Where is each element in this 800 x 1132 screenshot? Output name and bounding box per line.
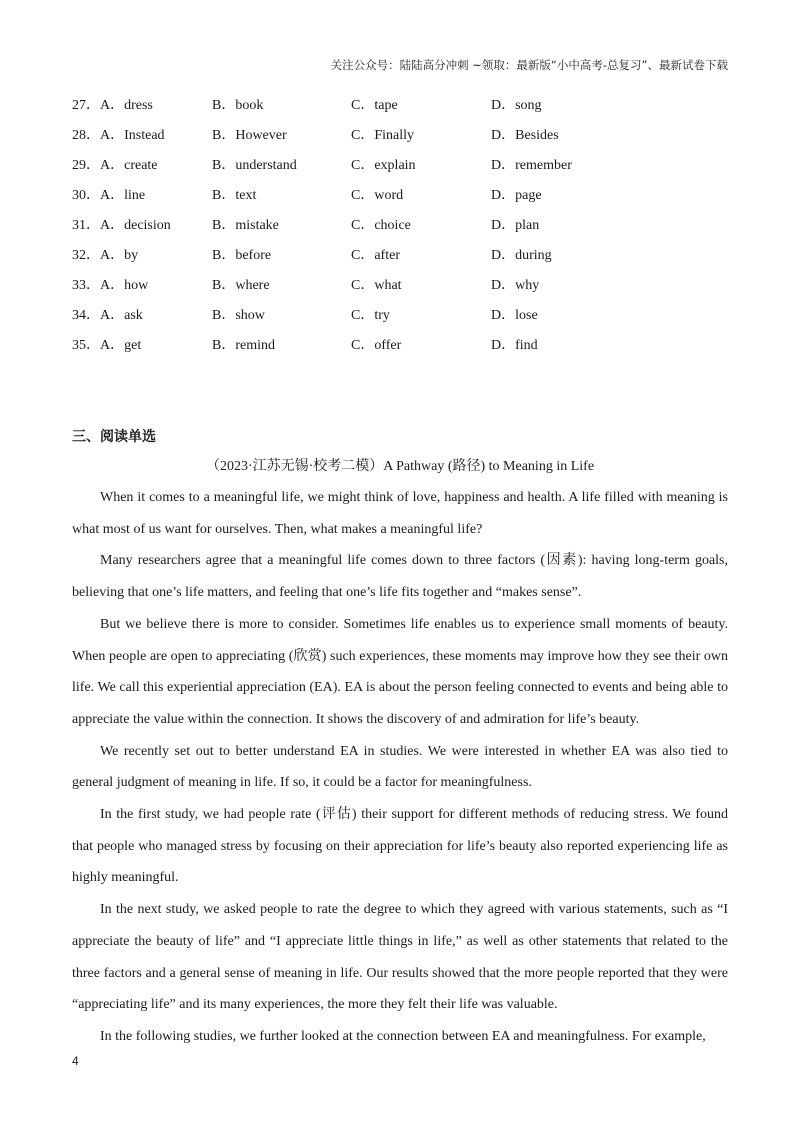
option-c: C．after xyxy=(351,248,400,263)
option-d: D．Besides xyxy=(491,128,559,143)
option-c: C．offer xyxy=(351,338,402,353)
option-row xyxy=(72,124,728,154)
option-a: 30．A．line xyxy=(72,188,146,203)
option-row xyxy=(72,184,728,214)
options-list xyxy=(72,94,728,364)
paragraph: But we believe there is more to consider. Sometimes life enables us to experience small moments of beauty. When people are open to appreciating (欣赏) such experiences, these moments may improve how they see their own life. We call this experiential appreciation (EA). EA is about the person feeling connected to events and being able to appreciate the value within the connection. It shows the discovery of and admiration for life’s beauty. xyxy=(72,616,728,727)
option-b: B．understand xyxy=(212,158,297,173)
option-c: C．what xyxy=(351,278,402,293)
option-a: 27．A．dress xyxy=(72,98,153,113)
option-d: D．page xyxy=(491,188,542,203)
option-d: D．find xyxy=(491,338,538,353)
paragraph: When it comes to a meaningful life, we might think of love, happiness and health. A life filled with meaning is what most of us want for ourselves. Then, what makes a meaningful life? xyxy=(72,490,728,537)
paragraph: In the following studies, we further looked at the connection between EA and meaningfulness. For example, xyxy=(100,1028,706,1044)
option-c: C．word xyxy=(351,188,404,203)
option-b: B．However xyxy=(212,128,287,143)
option-b: B．where xyxy=(212,278,270,293)
paragraph: Many researchers agree that a meaningful life comes down to three factors (因素): having long-term goals, believing that one’s life matters, and feeling that one’s life fits together and “makes sense”. xyxy=(72,553,728,601)
option-b: B．remind xyxy=(212,338,275,353)
passage-title: （2023·江苏无锡·校考二模）A Pathway (路径) to Meaning in Life xyxy=(205,459,595,474)
option-d: D．remember xyxy=(491,158,572,173)
option-d: D．during xyxy=(491,248,552,263)
option-row xyxy=(72,274,728,304)
option-row xyxy=(72,334,728,364)
option-c: C．tape xyxy=(351,98,398,113)
option-b: B．show xyxy=(212,308,265,323)
paragraph: We recently set out to better understand EA in studies. We were interested in whether EA was also tied to general judgment of meaning in life. If so, it could be a factor for meaningfulness. xyxy=(72,743,728,791)
passage-body xyxy=(72,482,728,1053)
option-c: C．Finally xyxy=(351,128,415,143)
option-d: D．lose xyxy=(491,308,538,323)
option-a: 35．A．get xyxy=(72,338,142,353)
section-title: 三、阅读单选 xyxy=(72,429,156,445)
page-number: 4 xyxy=(72,1054,79,1068)
option-row xyxy=(72,214,728,244)
paragraph: In the first study, we had people rate (评估) their support for different methods of reducing stress. We found that people who managed stress by focusing on their appreciation for life’s beauty also reported experiencing life as highly meaningful. xyxy=(72,807,728,886)
option-c: C．explain xyxy=(351,158,416,173)
option-c: C．choice xyxy=(351,218,411,233)
option-b: B．book xyxy=(212,98,264,113)
header-note: 关注公众号：陆陆高分冲刺 ~领取：最新版“小中高考-总复习”、最新试卷下载 xyxy=(330,58,728,72)
option-d: D．song xyxy=(491,98,542,113)
option-row xyxy=(72,244,728,274)
option-a: 29．A．create xyxy=(72,158,158,173)
option-a: 33．A．how xyxy=(72,278,149,293)
option-d: D．why xyxy=(491,278,540,293)
option-c: C．try xyxy=(351,308,390,323)
option-a: 32．A．by xyxy=(72,248,139,263)
option-b: B．before xyxy=(212,248,272,263)
option-b: B．text xyxy=(212,188,257,203)
option-a: 34．A．ask xyxy=(72,308,143,323)
option-a: 31．A．decision xyxy=(72,218,171,233)
option-row xyxy=(72,304,728,334)
option-d: D．plan xyxy=(491,218,540,233)
option-row xyxy=(72,94,728,124)
option-row xyxy=(72,154,728,184)
option-a: 28．A．Instead xyxy=(72,128,165,143)
paragraph: In the next study, we asked people to rate the degree to which they agreed with various statements, such as “I appreciate the beauty of life” and “I appreciate little things in life,” as well as other statements that related to the three factors and a general sense of meaning in life. Our results showed that the more people reported that they were “appreciating life” and its many experiences, the more they felt their life was valuable. xyxy=(72,902,728,1013)
option-b: B．mistake xyxy=(212,218,279,233)
